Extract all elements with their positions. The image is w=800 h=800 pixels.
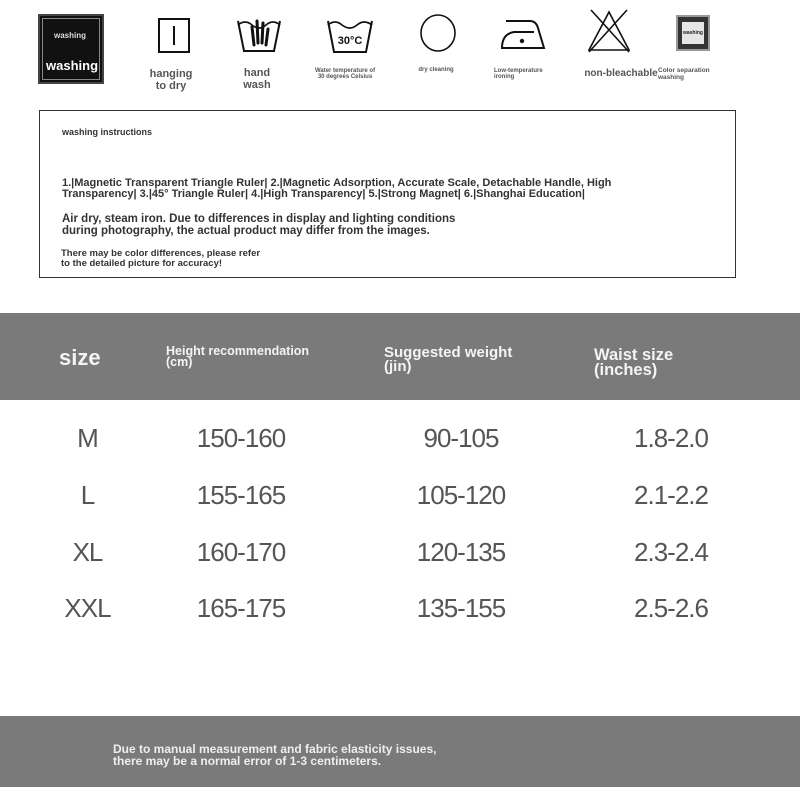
product-features-text: 1.|Magnetic Transparent Triangle Ruler| 2.|Magnetic Adsorption, Accurate Scale, Detachable Handle, High Transparency| 3.|45° Triangle Ruler| 4.|High Transparency| 5.|Strong Magnet| 6.|Shanghai Education| bbox=[62, 177, 612, 200]
header-weight: Suggested weight (jin) bbox=[384, 344, 513, 375]
brand-small-text: washing bbox=[54, 31, 87, 40]
low-temperature-ironing-label: Low-temperature ironing bbox=[494, 68, 543, 81]
water-temperature-label: Water temperature of 30 degrees Celsius bbox=[314, 68, 376, 81]
cell-size: L bbox=[80, 480, 95, 510]
non-bleachable-icon bbox=[587, 8, 631, 54]
hand-wash-label: hand wash bbox=[243, 67, 271, 91]
cell-height: 150-160 bbox=[196, 423, 286, 453]
color-separation-washing-icon bbox=[676, 15, 710, 51]
cell-weight: 120-135 bbox=[416, 537, 506, 567]
header-size: size bbox=[59, 345, 101, 370]
size-table-header bbox=[0, 313, 800, 400]
dry-cleaning-icon bbox=[419, 13, 457, 53]
wash-temperature-badge: 30°C bbox=[337, 35, 363, 47]
washing-brand-badge bbox=[38, 14, 104, 84]
cell-height: 165-175 bbox=[196, 593, 286, 623]
cell-size: XXL bbox=[64, 593, 111, 623]
cell-waist: 2.3-2.4 bbox=[634, 537, 708, 567]
table-row bbox=[0, 537, 800, 577]
cell-waist: 2.5-2.6 bbox=[634, 593, 708, 623]
cell-weight: 135-155 bbox=[416, 593, 506, 623]
header-waist: Waist size (inches) bbox=[594, 346, 674, 379]
hand-wash-icon bbox=[236, 15, 282, 55]
color-separation-badge: washing bbox=[682, 22, 704, 44]
header-height: Height recommendation (cm) bbox=[166, 344, 310, 369]
color-difference-note: There may be color differences, please refer to the detailed picture for accuracy! bbox=[61, 248, 261, 269]
care-disclaimer-text: Air dry, steam iron. Due to differences in display and lighting conditions during photography, the actual product may differ from the images. bbox=[62, 213, 456, 237]
table-row bbox=[0, 480, 800, 520]
cell-size: XL bbox=[72, 537, 103, 567]
color-separation-washing-label: Color separation washing bbox=[658, 67, 710, 81]
cell-weight: 90-105 bbox=[423, 423, 499, 453]
hanging-to-dry-icon bbox=[157, 17, 191, 54]
non-bleachable-label: non-bleachable bbox=[584, 68, 658, 79]
instructions-title: washing instructions bbox=[62, 127, 153, 137]
measurement-error-note: Due to manual measurement and fabric elasticity issues, there may be a normal error of 1-3 centimeters. bbox=[113, 742, 437, 768]
cell-waist: 2.1-2.2 bbox=[634, 480, 708, 510]
cell-size: M bbox=[77, 423, 98, 453]
table-row bbox=[0, 593, 800, 633]
low-temperature-ironing-icon bbox=[500, 14, 546, 52]
washing-instructions-box bbox=[39, 110, 736, 278]
cell-waist: 1.8-2.0 bbox=[634, 423, 708, 453]
hanging-to-dry-label: hanging to dry bbox=[149, 68, 193, 92]
water-temperature-30c-icon bbox=[326, 15, 374, 55]
cell-height: 160-170 bbox=[196, 537, 286, 567]
brand-big-text: washing bbox=[46, 58, 99, 73]
dry-cleaning-label: dry cleaning bbox=[418, 67, 454, 73]
cell-height: 155-165 bbox=[196, 480, 286, 510]
table-row bbox=[0, 423, 800, 463]
size-table-footer bbox=[0, 716, 800, 787]
cell-weight: 105-120 bbox=[416, 480, 506, 510]
